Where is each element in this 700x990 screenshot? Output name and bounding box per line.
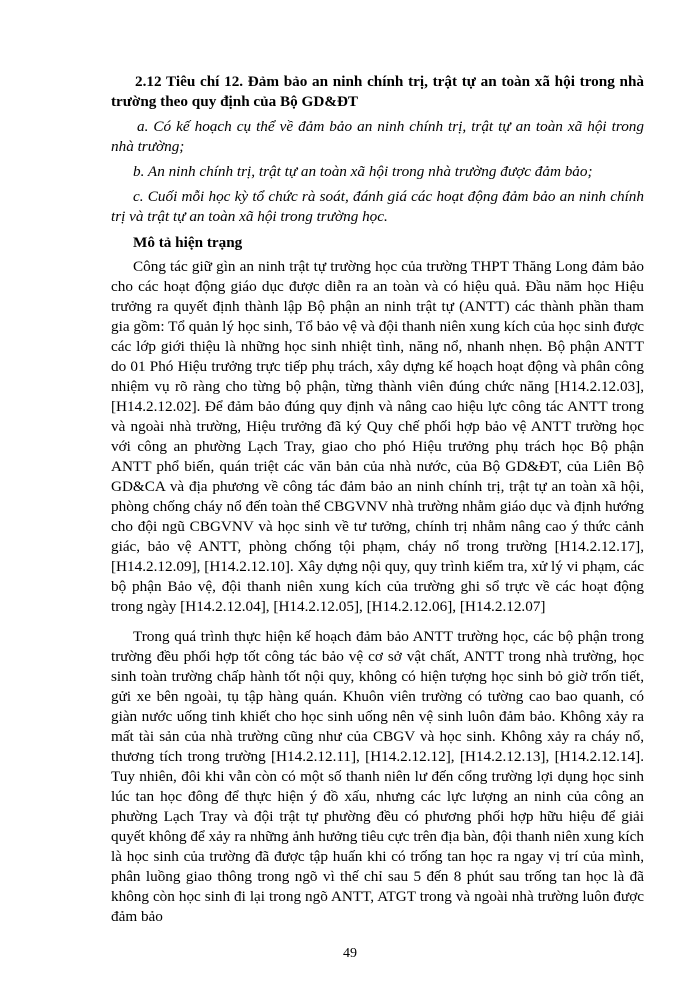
criterion-a: a. Có kế hoạch cụ thể về đảm bảo an ninh chính trị, trật tự an toàn xã hội trong nhà trường; xyxy=(111,118,644,155)
page-number: 49 xyxy=(343,946,357,961)
body-paragraph-1: Công tác giữ gìn an ninh trật tự trường học của trường THPT Thăng Long đảm bảo cho các hoạt động giáo dục được diễn ra an toàn và có hiệu quả. Đầu năm học Hiệu trưởng ra quyết định thành lập Bộ phận an ninh trật tự (ANTT) các thành phần tham gia gồm: Tổ quản lý học sinh, Tổ bảo vệ và đội thanh niên xung kích của học sinh được các lớp giới thiệu là những học sinh nhiệt tình, năng nổ, nhanh nhẹn. Bộ phận ANTT do 01 Phó Hiệu trưởng trực tiếp phụ trách, xây dựng kế hoạch hoạt động và phân công nhiệm vụ rõ ràng cho từng bộ phận, từng thành viên đúng chức năng [H14.2.12.03], [H14.2.12.02]. Để đảm bảo đúng quy định và nâng cao hiệu lực công tác ANTT trong và ngoài nhà trường, Hiệu trưởng đã ký Quy chế phối hợp bảo vệ ANTT trường học với công an phường Lạch Tray, giao cho phó Hiệu trưởng phụ trách học Bộ phận ANTT phổ biến, quán triệt các văn bản của nhà nước, của Bộ GD&ĐT, của Liên Bộ GD&CA và địa phương về công tác đảm bảo an ninh chính trị, trật tự an toàn xã hội, phòng chống cháy nổ đến toàn thể CBGVNV nhà trường nhằm giáo dục và định hướng cho đội ngũ CBGVNV và học sinh về tư tưởng, chính trị nhằm nâng cao ý thức cảnh giác, bảo vệ ANTT, phòng chống tội phạm, cháy nổ trong trường [H14.2.12.17], [H14.2.12.09], [H14.2.12.10]. Xây dựng nội quy, quy trình kiểm tra, xử lý vi phạm, các bộ phận Bảo vệ, đội thanh niên xung kích của trường ghi sổ trực về các hoạt động trong ngày [H14.2.12.04], [H14.2.12.05], [H14.2.12.06], [H14.2.12.07] xyxy=(111,258,644,615)
body-paragraph-2: Trong quá trình thực hiện kế hoạch đảm bảo ANTT trường học, các bộ phận trong trường đều phối hợp tốt công tác bảo vệ cơ sở vật chất, ANTT trong nhà trường, học sinh toàn trường chấp hành tốt nội quy, không có hiện tượng học sinh bỏ giờ trốn tiết, gửi xe bên ngoài, tụ tập hàng quán. Khuôn viên trường có tường cao bao quanh, có giàn nước uống tinh khiết cho học sinh uống nên vệ sinh luôn đảm bảo. Không xảy ra mất tài sản của nhà trường cũng như của CBGV và học sinh. Không xảy ra cháy nổ, thương tích trong trường [H14.2.12.11], [H14.2.12.12], [H14.2.12.13], [H14.2.12.14]. Tuy nhiên, đôi khi vẫn còn có một số thanh niên lư đến cổng trường lợi dụng học sinh lúc tan học đông để thực hiện ý đồ xấu, nhưng các lực lượng an ninh của công an phường Lạch Tray và đội trật tự phường đều có phương phối hợp hữu hiệu để giải quyết không để xảy ra những ảnh hưởng tiêu cực trên địa bàn, đội thanh niên xung kích là học sinh của trường đã được tập huấn khi có trống tan học ra ngay vị trí của mình, phân luồng giao thông trong ngõ vì thế chỉ sau 5 đến 8 phút sau trống tan học là đã không còn học sinh đi lại trong ngõ ANTT, ATGT trong và ngoài nhà trường luôn được đảm bảo xyxy=(111,628,644,925)
section-title: 2.12 Tiêu chí 12. Đảm bảo an ninh chính trị, trật tự an toàn xã hội trong nhà trường theo quy định của Bộ GD&ĐT xyxy=(111,73,644,110)
page-content xyxy=(111,72,644,937)
criterion-b: b. An ninh chính trị, trật tự an toàn xã hội trong nhà trường được đảm bảo; xyxy=(133,163,593,180)
subheading: Mô tả hiện trạng xyxy=(133,234,243,251)
criterion-c: c. Cuối mỗi học kỳ tổ chức rà soát, đánh giá các hoạt động đảm bảo an ninh chính trị và trật tự an toàn xã hội trong trường học. xyxy=(111,188,644,225)
